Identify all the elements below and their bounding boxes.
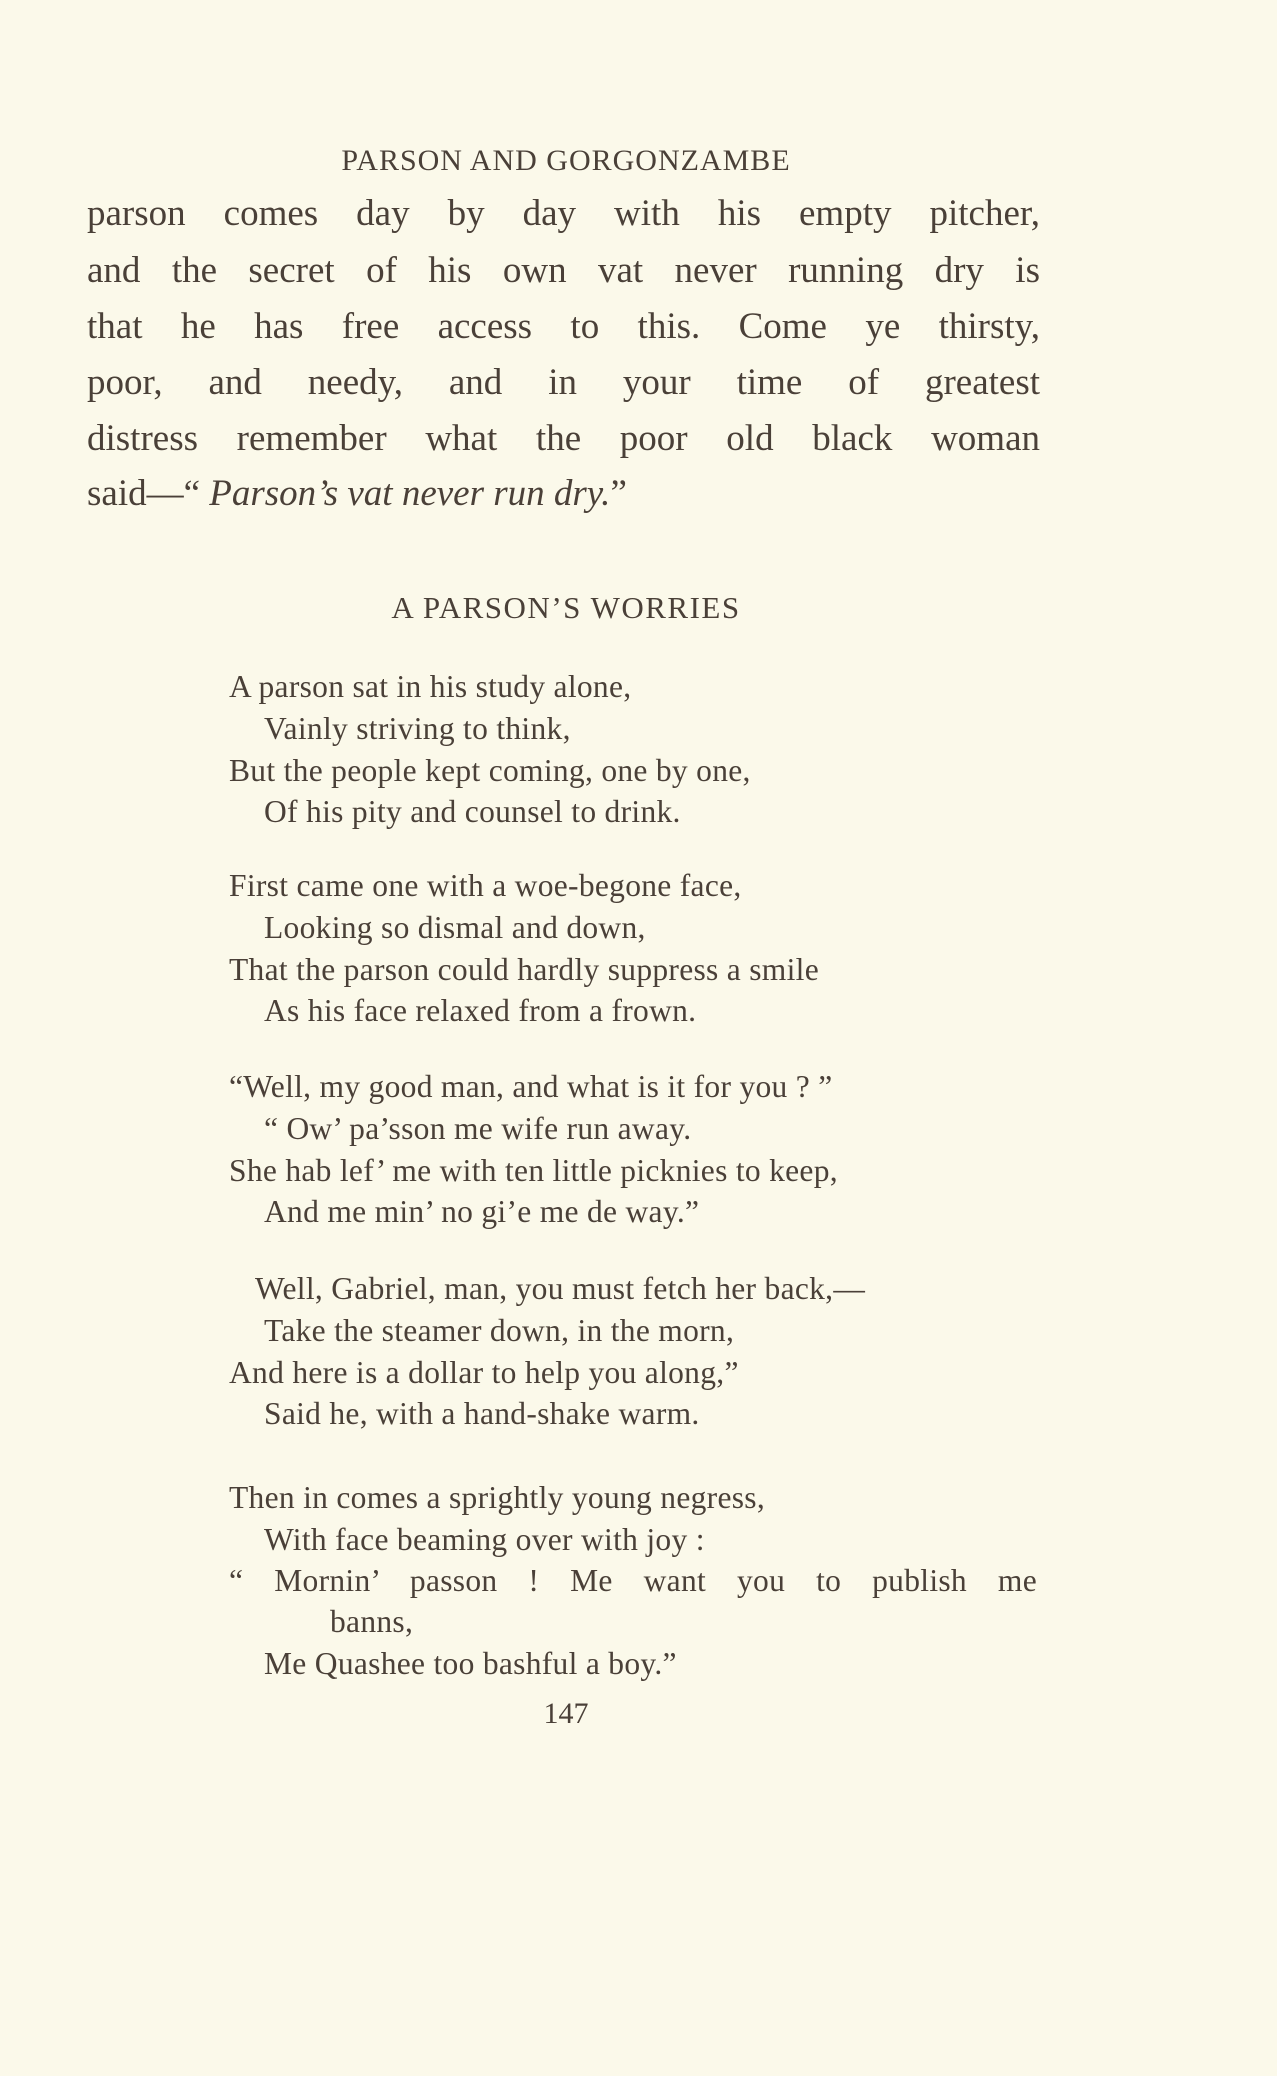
prose-line: that he has free access to this. Come ye thirsty, [87,306,1040,347]
poem-line: And here is a dollar to help you along,” [229,1355,739,1390]
quote-prefix: said—“ [87,473,210,514]
poem-line: Said he, with a hand-shake warm. [264,1396,700,1431]
poem-line: First came one with a woe-begone face, [229,868,742,903]
poem-line: Of his pity and counsel to drink. [264,794,681,829]
prose-line: poor, and needy, and in your time of greatest [87,362,1040,403]
poem-line: As his face relaxed from a frown. [264,993,697,1028]
poem-line: That the parson could hardly suppress a smile [229,952,819,987]
running-head: PARSON AND GORGONZAMBE [341,144,791,177]
poem-line: Looking so dismal and down, [264,910,646,945]
poem-line: Take the steamer down, in the morn, [264,1313,735,1348]
quote-suffix: ” [610,473,627,514]
poem-line-continuation: banns, [330,1604,414,1639]
poem-title: A PARSON’S WORRIES [391,590,741,625]
prose-line: parson comes day by day with his empty pitcher, [87,193,1040,234]
poem-line: Then in comes a sprightly young negress, [229,1480,766,1515]
poem-line: “Well, my good man, and what is it for you ? ” [229,1069,833,1104]
poem-line: “ Ow’ pa’sson me wife run away. [264,1111,692,1146]
poem-line: Vainly striving to think, [264,711,571,746]
poem-line: Well, Gabriel, man, you must fetch her back,— [255,1271,866,1306]
prose-line: distress remember what the poor old black woman [87,418,1040,459]
quote-italic: Parson’s vat never run dry. [209,473,611,514]
page-number: 147 [543,1697,589,1730]
poem-line: But the people kept coming, one by one, [229,753,751,788]
poem-line: With face beaming over with joy : [264,1522,705,1557]
poem-line: “ Mornin’ passon ! Me want you to publish me [229,1563,1037,1598]
poem-line: She hab lef’ me with ten little picknies to keep, [229,1153,838,1188]
prose-line: and the secret of his own vat never running dry is [87,250,1040,291]
poem-line: A parson sat in his study alone, [229,669,632,704]
poem-line: Me Quashee too bashful a boy.” [264,1646,677,1681]
poem-line: And me min’ no gi’e me de way.” [264,1194,700,1229]
prose-line-quote [87,466,1040,522]
